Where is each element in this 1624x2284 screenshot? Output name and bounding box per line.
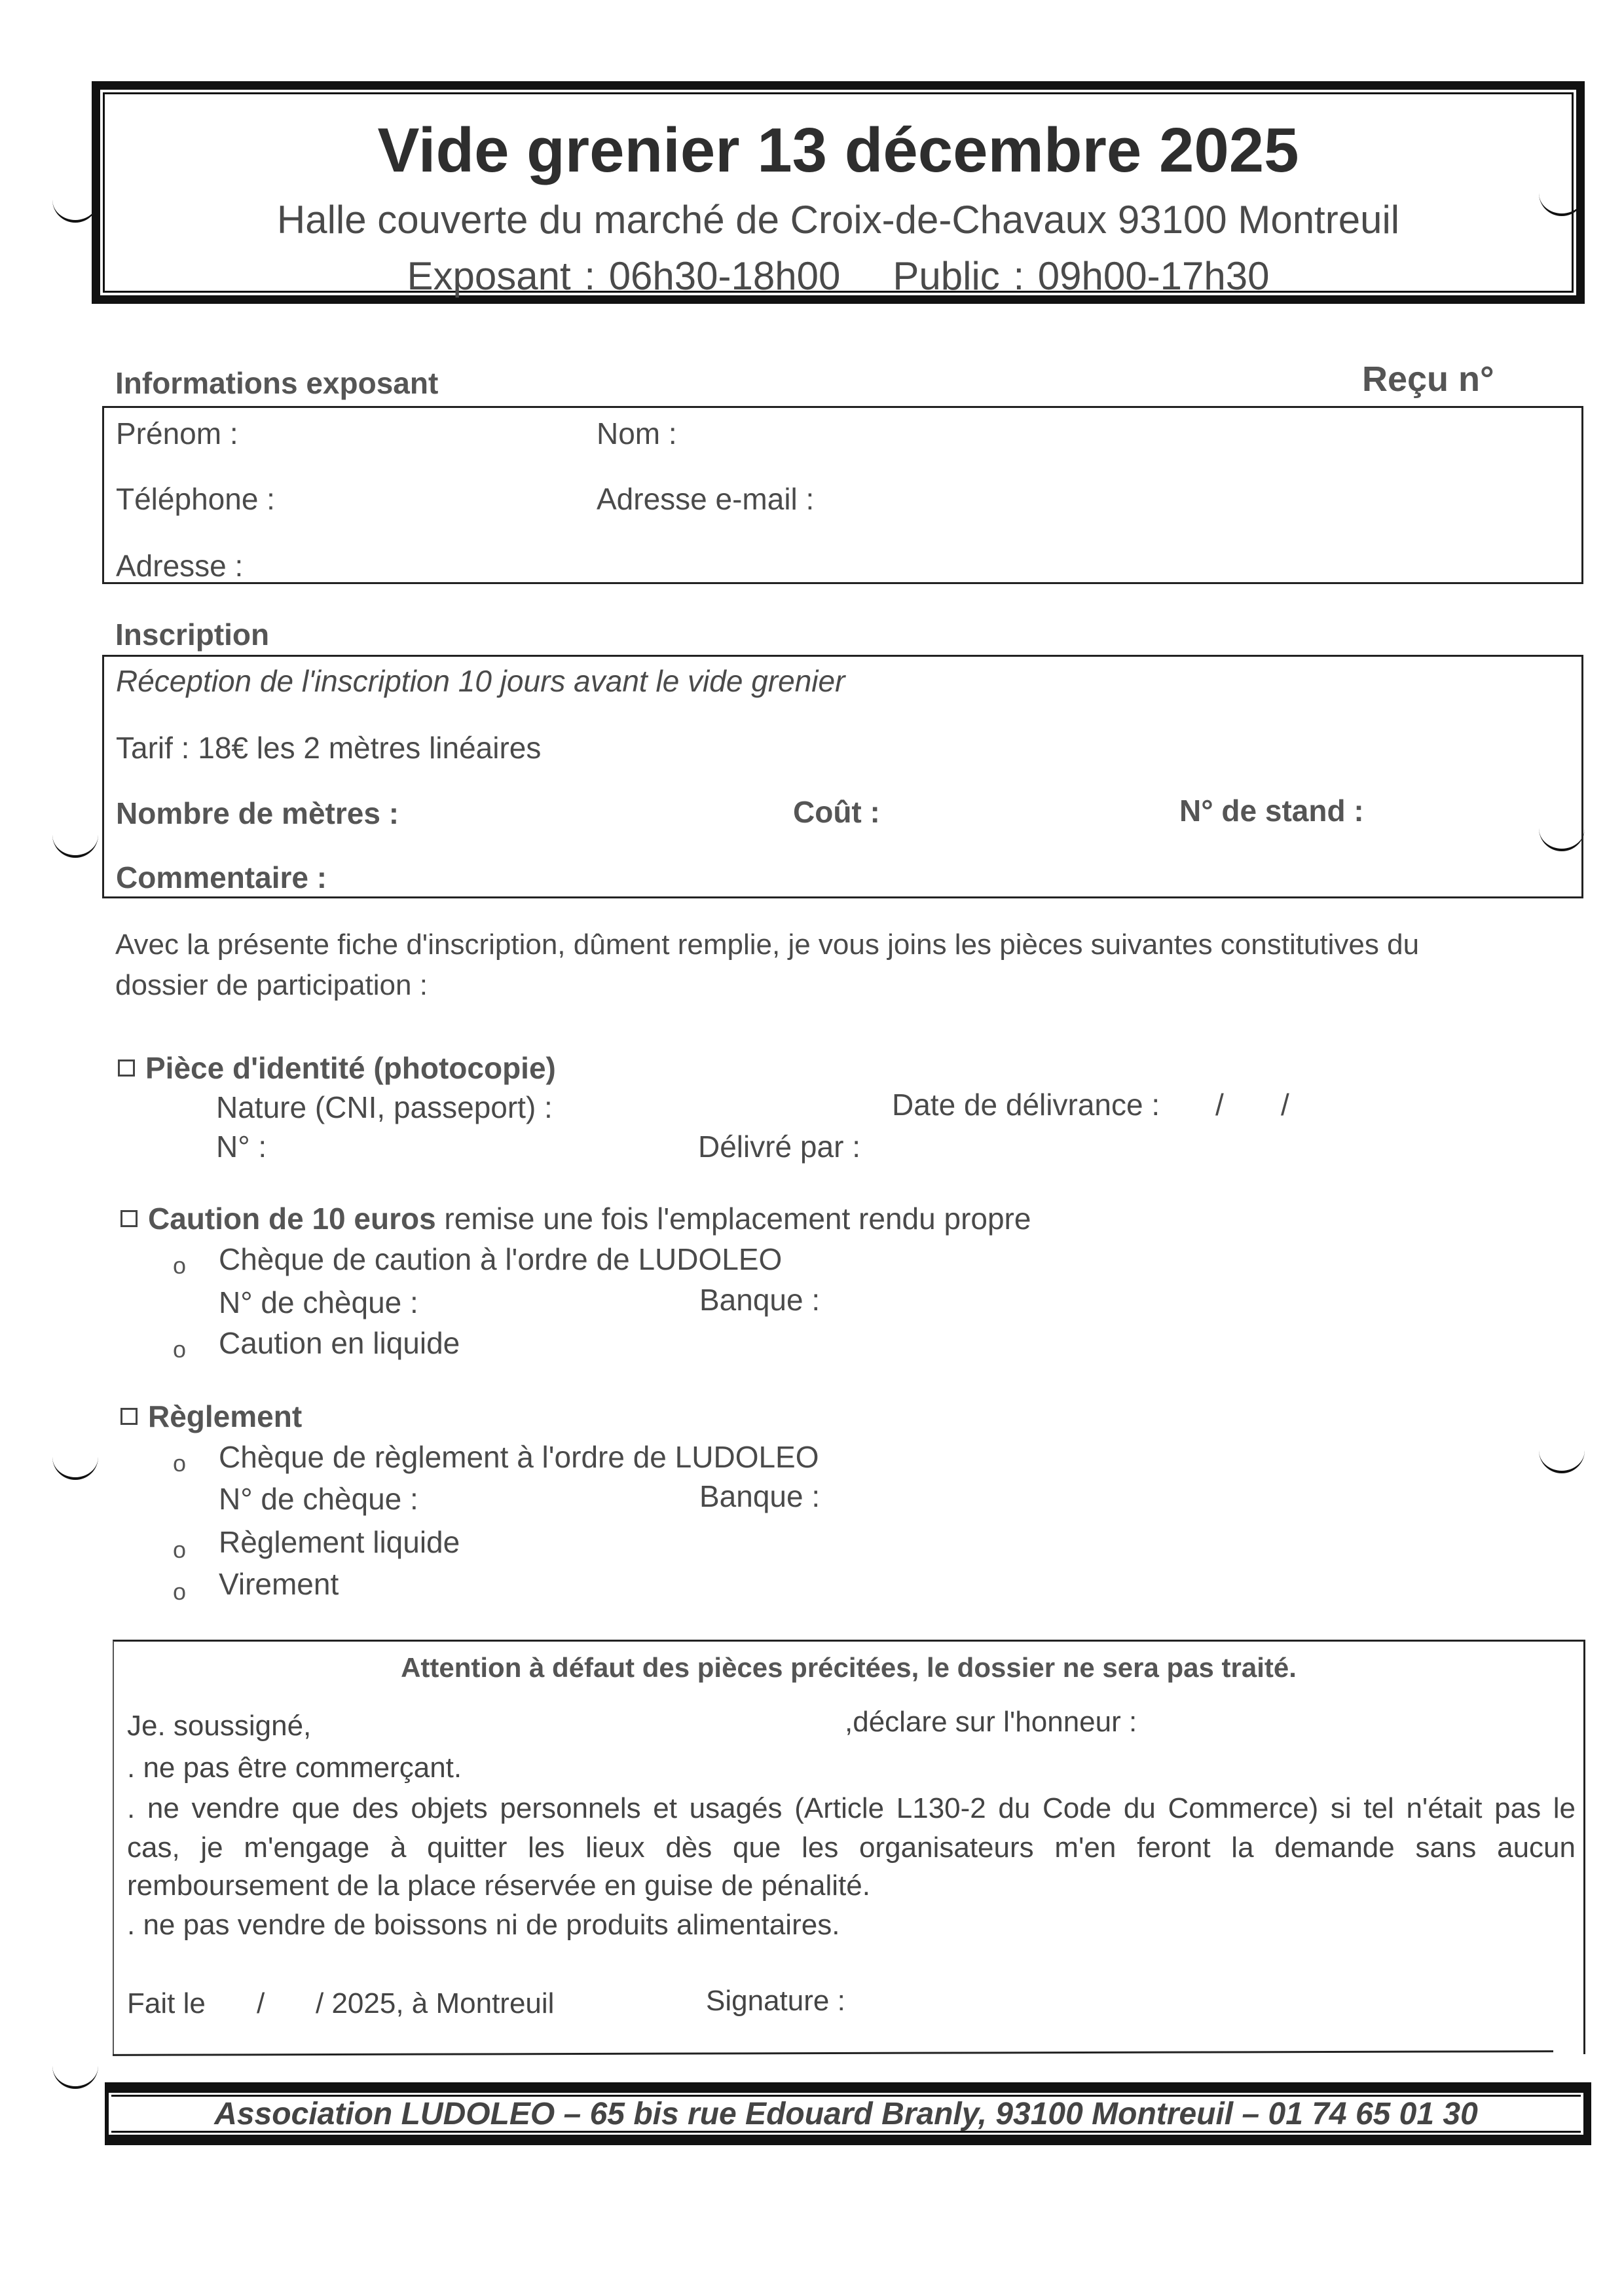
- date-separator: /: [1281, 1088, 1289, 1122]
- section-title-exhibitor-info: Informations exposant: [115, 366, 439, 400]
- section-title-inscription: Inscription: [115, 617, 270, 652]
- id-nature-field[interactable]: Nature (CNI, passeport) :: [216, 1090, 553, 1124]
- declaration-warning: Attention à défaut des pièces précitées, le dossier ne sera pas traité.: [401, 1652, 1297, 1683]
- payment-label: Règlement: [148, 1399, 303, 1433]
- payment-cheque-number-field[interactable]: N° de chèque :: [219, 1482, 418, 1516]
- phone-field[interactable]: Téléphone :: [116, 482, 275, 516]
- exhibitor-info-box: [102, 406, 1583, 584]
- event-location: Halle couverte du marché de Croix-de-Chavaux 93100 Montreuil: [276, 198, 1400, 242]
- date-separator: /: [257, 1987, 265, 2019]
- page-title: Vide grenier 13 décembre 2025: [377, 115, 1299, 185]
- public-hours: Public : 09h00-17h30: [893, 254, 1270, 298]
- last-name-field[interactable]: Nom :: [597, 416, 677, 451]
- event-hours: [100, 253, 1576, 299]
- declaration-item-continued: remboursement de la place réservée en guise de pénalité.: [127, 1870, 870, 1902]
- declaration-item: . ne pas être commerçant.: [127, 1752, 462, 1784]
- id-issued-by-field[interactable]: Délivré par :: [698, 1130, 860, 1164]
- undersigned-field[interactable]: Je. soussigné,: [127, 1710, 312, 1742]
- stand-number-field[interactable]: N° de stand :: [1179, 794, 1364, 828]
- punch-hole-mark: [1539, 1447, 1585, 1473]
- bullet-circle-icon: o: [173, 1578, 187, 1605]
- comment-field[interactable]: Commentaire :: [116, 860, 327, 894]
- bullet-circle-icon: o: [173, 1336, 187, 1363]
- email-field[interactable]: Adresse e-mail :: [597, 482, 815, 516]
- payment-option-cash[interactable]: Règlement liquide: [219, 1525, 460, 1559]
- punch-hole-mark: [52, 832, 98, 858]
- payment-option-transfer[interactable]: Virement: [219, 1567, 339, 1601]
- deposit-option-cheque[interactable]: Chèque de caution à l'ordre de LUDOLEO: [219, 1242, 783, 1276]
- date-separator: /: [1215, 1088, 1224, 1122]
- rate-text: Tarif : 18€ les 2 mètres linéaires: [116, 731, 542, 765]
- declaration-item-continued: cas, je m'engage à quitter les lieux dès que les organisateurs m'en feront la demande sans aucun: [127, 1832, 1576, 1864]
- declaration-item: . ne pas vendre de boissons ni de produits alimentaires.: [127, 1909, 840, 1941]
- meters-field[interactable]: Nombre de mètres :: [116, 796, 399, 830]
- signature-field[interactable]: Signature :: [706, 1985, 845, 2017]
- first-name-field[interactable]: Prénom :: [116, 416, 238, 451]
- bullet-circle-icon: o: [173, 1536, 187, 1563]
- footer-banner: [105, 2082, 1591, 2145]
- punch-hole-mark: [52, 2063, 98, 2089]
- punch-hole-mark: [52, 1454, 98, 1480]
- inscription-box: [102, 655, 1583, 898]
- id-piece-label: Pièce d'identité (photocopie): [145, 1051, 556, 1085]
- id-piece-checkbox-item[interactable]: [118, 1050, 556, 1086]
- payment-option-cheque[interactable]: Chèque de règlement à l'ordre de LUDOLEO: [219, 1440, 819, 1474]
- id-number-field[interactable]: N° :: [216, 1130, 267, 1164]
- deposit-label-bold: Caution de 10 euros: [148, 1202, 436, 1236]
- intro-text-line1: Avec la présente fiche d'inscription, dûment remplie, je vous joins les pièces suivantes constitutives du: [115, 929, 1420, 961]
- declares-text: ,déclare sur l'honneur :: [845, 1706, 1137, 1738]
- id-issue-date-field[interactable]: Date de délivrance :: [892, 1088, 1160, 1122]
- payment-checkbox-item[interactable]: [120, 1399, 302, 1434]
- bullet-circle-icon: o: [173, 1450, 187, 1477]
- footer-contact: Association LUDOLEO – 65 bis rue Edouard Branly, 93100 Montreuil – 01 74 65 01 30: [214, 2097, 1478, 2131]
- address-field[interactable]: Adresse :: [116, 549, 244, 583]
- inscription-deadline-note: Réception de l'inscription 10 jours avant le vide grenier: [116, 664, 845, 698]
- deposit-bank-field[interactable]: Banque :: [699, 1283, 821, 1317]
- header-banner: [92, 81, 1585, 304]
- deposit-label-rest: remise une fois l'emplacement rendu propre: [435, 1202, 1031, 1236]
- checkbox-icon[interactable]: [118, 1059, 135, 1077]
- cost-field[interactable]: Coût :: [793, 795, 880, 829]
- receipt-number-label: Reçu n°: [1362, 359, 1494, 399]
- deposit-checkbox-item[interactable]: [120, 1201, 1031, 1236]
- done-at-date-field[interactable]: / 2025, à Montreuil: [316, 1987, 555, 2019]
- deposit-cheque-number-field[interactable]: N° de chèque :: [219, 1285, 418, 1319]
- payment-bank-field[interactable]: Banque :: [699, 1479, 821, 1513]
- deposit-option-cash[interactable]: Caution en liquide: [219, 1326, 460, 1360]
- intro-text-line2: dossier de participation :: [115, 969, 428, 1001]
- checkbox-icon[interactable]: [120, 1210, 138, 1227]
- declaration-box: [113, 1640, 1585, 2054]
- done-at-prefix: Fait le: [127, 1987, 206, 2019]
- exhibitor-hours: Exposant : 06h30-18h00: [407, 254, 841, 298]
- bullet-circle-icon: o: [173, 1252, 187, 1279]
- checkbox-icon[interactable]: [120, 1408, 138, 1425]
- declaration-item: . ne vendre que des objets personnels et usagés (Article L130-2 du Code du Commerce) si tel n'était pas le: [127, 1792, 1576, 1824]
